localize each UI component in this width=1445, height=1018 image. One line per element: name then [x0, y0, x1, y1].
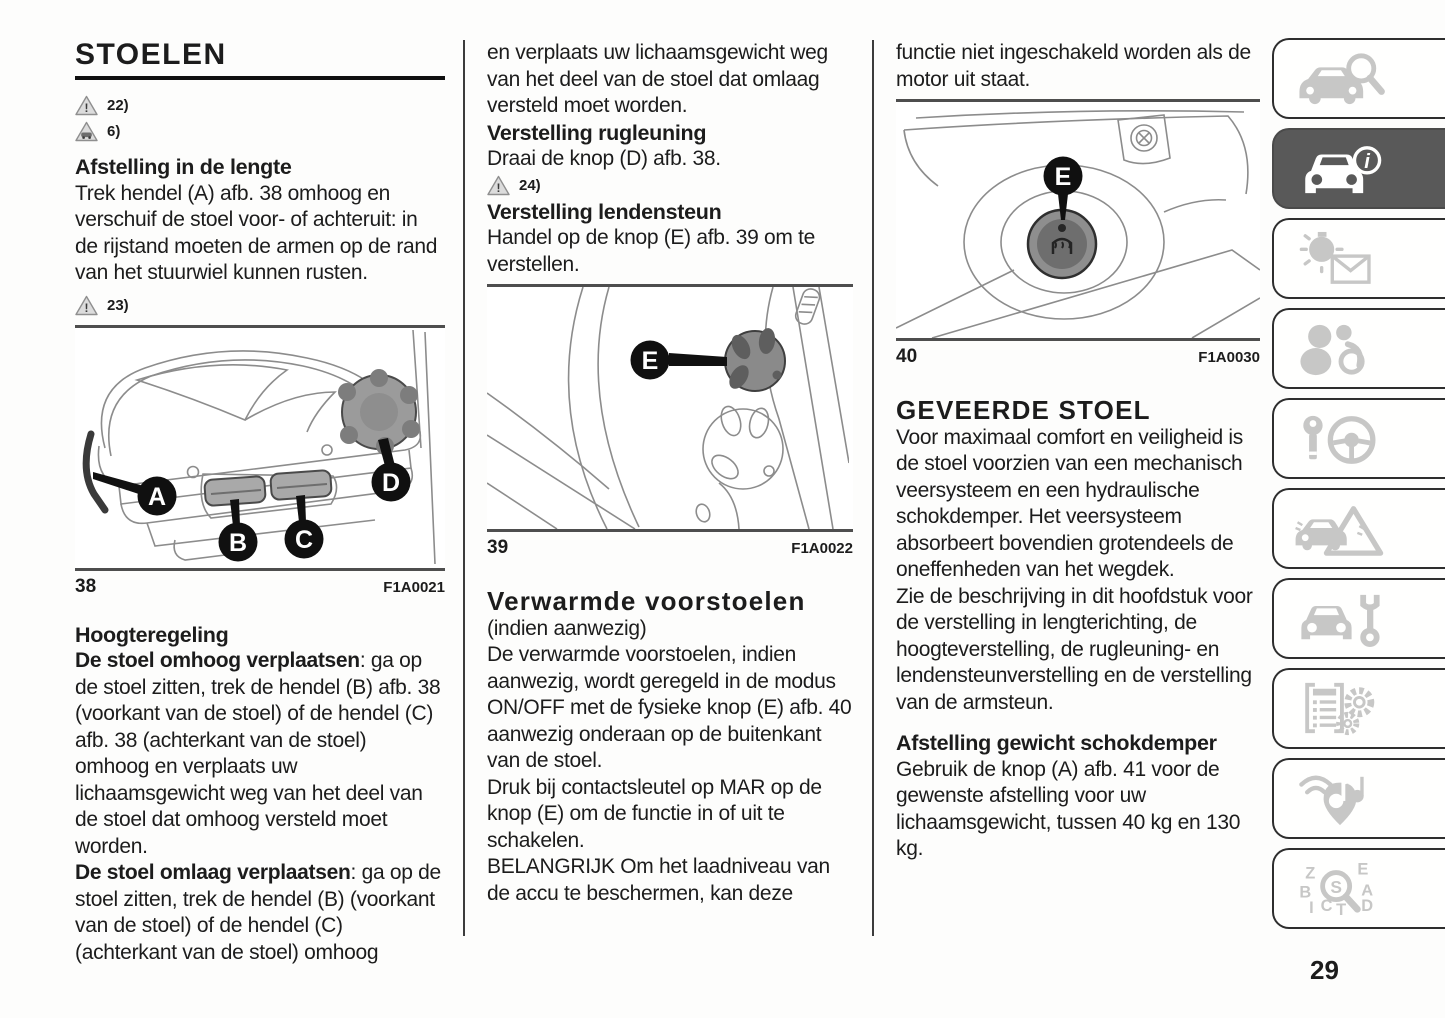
figure-40-caption: [896, 346, 1260, 368]
para-seat-down: De stoel omlaag verplaatsen: ga op de stoel zitten, trek de hendel (B) (voorkant van de stoel) of de hendel (C) (achterkant van de stoel) omhoog: [75, 861, 441, 964]
para-heated-2: Druk bij contactsleutel op MAR op de knop (E) om de functie in of uit te schakelen.: [487, 775, 822, 852]
car-search-icon: [1290, 51, 1390, 107]
para-backrest: Draai de knop (D) afb. 38.: [487, 147, 721, 170]
warning-ref-label: 23): [107, 297, 129, 314]
svg-text:C: C: [1320, 896, 1333, 915]
para-if-present: (indien aanwezig): [487, 616, 647, 640]
car-warning-triangle-icon: [1290, 501, 1390, 557]
seat-back-illustration: [487, 287, 849, 529]
subheading-damper-weight: Afstelling gewicht schokdemper: [896, 731, 1217, 756]
figure-40-heater-button: [896, 99, 1260, 341]
knob-e-art: [725, 327, 785, 392]
figure-38-seat-adjusters: [75, 325, 445, 571]
vehicle-caution-triangle-icon: [75, 121, 98, 142]
chapter-icon-rail: [1272, 38, 1445, 938]
chapter-title: STOELEN: [75, 38, 227, 71]
key-steering-wheel-icon: [1290, 411, 1390, 467]
section-sprung-seat: GEVEERDE STOEL: [896, 395, 1151, 425]
seat-side-illustration: [75, 328, 443, 568]
para-heated-1: De verwarmde voorstoelen, indien aanwezig, wordt geregeld in de modus ON/OFF met de fysieke knop (E) afb. 40 aanwezig onderaan op de buitenkant van de stoel.: [487, 643, 852, 773]
figure-number: 38: [75, 575, 97, 597]
sidebar-tab-technical-data[interactable]: [1272, 668, 1445, 749]
sidebar-tab-maintenance[interactable]: [1272, 578, 1445, 659]
warning-ref-23: [75, 293, 445, 319]
warning-triangle-icon: [487, 175, 510, 196]
figure-38-caption: [75, 576, 445, 598]
caution-ref-6: [75, 118, 445, 144]
svg-text:A: A: [147, 482, 167, 511]
column-divider: [872, 40, 874, 936]
para-continued: en verplaats uw lichaamsgewicht weg van het deel van de stoel dat omlaag versteld moet worden.: [487, 41, 828, 117]
caution-ref-label: 6): [107, 122, 121, 140]
warning-triangle-icon: [75, 295, 98, 316]
para-length-adjust: Trek hendel (A) afb. 38 omhoog en verschuif de stoel voor- of achteruit: in de rijstand moeten de armen op de rand van het stuurwiel kunnen rusten.: [75, 181, 438, 284]
car-info-icon: [1290, 141, 1390, 197]
page-number: 29: [1310, 955, 1339, 985]
letters-magnifier-icon: [1290, 861, 1390, 917]
warning-triangle-icon: [75, 95, 98, 116]
para-seat-up: De stoel omhoog verplaatsen: ga op de stoel zitten, trek de hendel (B) afb. 38 (voorkant van de stoel) of de hendel (C) afb. 38 (achterkant van de stoel) omhoog en verplaats uw lichaamsgewicht weg van het deel van de stoel dat omhoog versteld moet worden.: [75, 649, 441, 858]
sidebar-tab-know-your-vehicle[interactable]: [1272, 38, 1445, 119]
svg-text:S: S: [1330, 876, 1342, 897]
svg-text:!: !: [496, 181, 501, 195]
sidebar-tab-safety[interactable]: [1272, 308, 1445, 389]
sidebar-tab-warning-lights-messages[interactable]: [1272, 218, 1445, 299]
sidebar-tab-index[interactable]: [1272, 848, 1445, 929]
subheading-lumbar: Verstelling lendensteun: [487, 199, 722, 224]
sidebar-tab-starting-driving[interactable]: [1272, 398, 1445, 479]
section-heated-seats: Verwarmde voorstoelen: [487, 586, 806, 616]
para-sprung-1: Voor maximaal comfort en veiligheid is de stoel voorzien van een mechanisch veersysteem en een hydraulische schokdemper. Het veersysteem absorbeert bovendien grotendeels de oneffenheden van het wegdek.: [896, 425, 1243, 582]
svg-text:!: !: [84, 301, 89, 315]
svg-text:B: B: [1299, 883, 1312, 902]
svg-text:Z: Z: [1305, 863, 1316, 882]
svg-text:E: E: [1054, 163, 1072, 191]
svg-text:E: E: [641, 347, 659, 375]
svg-text:C: C: [294, 525, 314, 554]
figure-code: F1A0022: [791, 540, 853, 557]
title-rule: [75, 76, 445, 80]
svg-text:A: A: [1361, 881, 1374, 900]
seat-base-illustration: [896, 102, 1260, 338]
figure-39-lumbar-knob: [487, 284, 853, 532]
svg-text:I: I: [1309, 898, 1314, 917]
para-sprung-2: Zie de beschrijving in dit hoofdstuk voor de verstelling in lengterichting, de hoogteverstelling, de rugleuning- en lendensteunverstelling en de verstelling van de armsteun.: [896, 584, 1253, 714]
music-pin-icon: [1290, 771, 1390, 827]
para-heated-3: BELANGRIJK Om het laadniveau van de accu te beschermen, kan deze: [487, 855, 830, 905]
light-envelope-icon: [1290, 231, 1390, 287]
subheading-length-adjust: Afstelling in de lengte: [75, 155, 292, 179]
spec-list-gears-icon: [1290, 681, 1390, 737]
figure-39-caption: [487, 537, 853, 559]
column-middle: [487, 40, 853, 907]
svg-text:!: !: [84, 100, 89, 115]
subheading-backrest: Verstelling rugleuning: [487, 120, 707, 145]
svg-text:D: D: [1361, 896, 1374, 915]
figure-code: F1A0021: [383, 578, 445, 596]
para-damper-weight: Gebruik de knop (A) afb. 41 voor de gewenste afstelling voor uw lichaamsgewicht, tussen 40 kg en 130 kg.: [896, 757, 1241, 861]
figure-number: 39: [487, 537, 509, 558]
para-lumbar: Handel op de knop (E) afb. 39 om te verstellen.: [487, 226, 816, 276]
svg-text:D: D: [381, 468, 401, 497]
svg-text:i: i: [1364, 150, 1370, 173]
svg-text:T: T: [1336, 900, 1347, 917]
sidebar-tab-multimedia[interactable]: [1272, 758, 1445, 839]
column-left: [75, 40, 445, 966]
sidebar-tab-emergency[interactable]: [1272, 488, 1445, 569]
airbag-person-icon: [1290, 321, 1390, 377]
warning-ref-label: 24): [519, 177, 541, 194]
column-right: [896, 40, 1260, 863]
sidebar-tab-dashboard-info[interactable]: [1272, 128, 1445, 209]
heater-button-art: [1028, 210, 1096, 278]
warning-ref-22: [75, 92, 445, 118]
subheading-height-adjust: Hoogteregeling: [75, 622, 229, 647]
column-divider: [463, 40, 465, 936]
car-wrench-icon: [1290, 591, 1390, 647]
warning-ref-label: 22): [107, 96, 129, 114]
para-continued-right: functie niet ingeschakeld worden als de motor uit staat.: [896, 41, 1251, 91]
svg-text:B: B: [228, 528, 248, 557]
svg-text:E: E: [1357, 860, 1369, 879]
warning-ref-24: [487, 173, 853, 199]
figure-code: F1A0030: [1198, 349, 1260, 366]
figure-number: 40: [896, 346, 918, 367]
